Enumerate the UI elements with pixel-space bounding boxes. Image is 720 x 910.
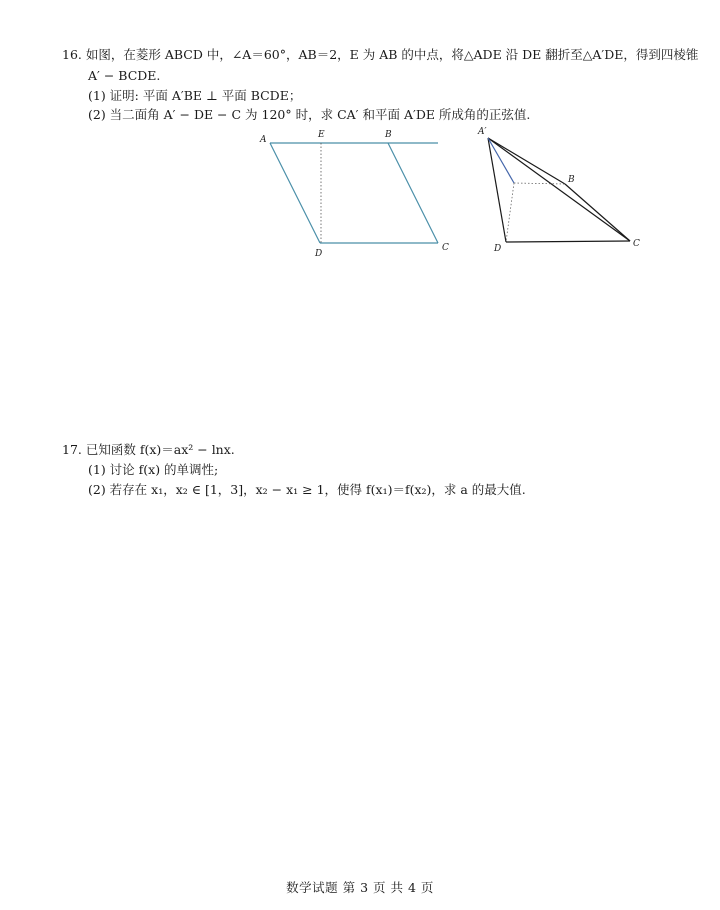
q16-part2: (2) 当二面角 A′ − DE − C 为 120° 时，求 CA′ 和平面 A′DE 所成角的正弦值.	[88, 107, 531, 122]
rhombus-outline	[270, 143, 438, 243]
label-B: B	[568, 175, 575, 185]
page-footer: 数学试题 第 3 页 共 4 页	[286, 880, 434, 895]
label-B: B	[385, 130, 392, 140]
q16-stem-line1: 16. 如图，在菱形 ABCD 中，∠A＝60°，AB＝2，E 为 AB 的中点，将△ADE 沿 DE 翻折至△A′DE，得到四棱锥	[62, 47, 699, 62]
edge-BC	[565, 184, 630, 241]
q16-part1: (1) 证明: 平面 A′BE ⊥ 平面 BCDE；	[88, 88, 302, 103]
label-D: D	[494, 244, 502, 254]
q17-stem: 17. 已知函数 f(x)＝ax² − lnx.	[62, 442, 235, 457]
label-C: C	[442, 243, 449, 253]
edge-BC	[388, 143, 438, 243]
label-A: A	[260, 135, 267, 145]
edge-AD	[270, 143, 320, 243]
q17-part2: (2) 若存在 x₁，x₂ ∈ [1，3]，x₂ − x₁ ≥ 1，使得 f(x₁)＝f(x₂)，求 a 的最大值.	[88, 482, 526, 497]
pyramid-hidden-edges	[506, 183, 565, 242]
edge-EB	[514, 183, 565, 184]
q17-part1: (1) 讨论 f(x) 的单调性;	[88, 462, 219, 477]
label-A-prime: A′	[478, 127, 487, 137]
q16-stem-line2: A′ − BCDE.	[88, 68, 161, 83]
label-C: C	[633, 239, 640, 249]
label-D: D	[315, 249, 323, 259]
edge-A1B	[488, 138, 565, 184]
edge-ED	[506, 183, 514, 242]
edge-A1C	[488, 138, 630, 241]
label-E: E	[318, 130, 325, 140]
rhombus-figure	[255, 124, 455, 264]
edge-DC	[506, 241, 630, 242]
pyramid-solid-edges	[488, 138, 630, 242]
pyramid-figure	[470, 120, 650, 260]
